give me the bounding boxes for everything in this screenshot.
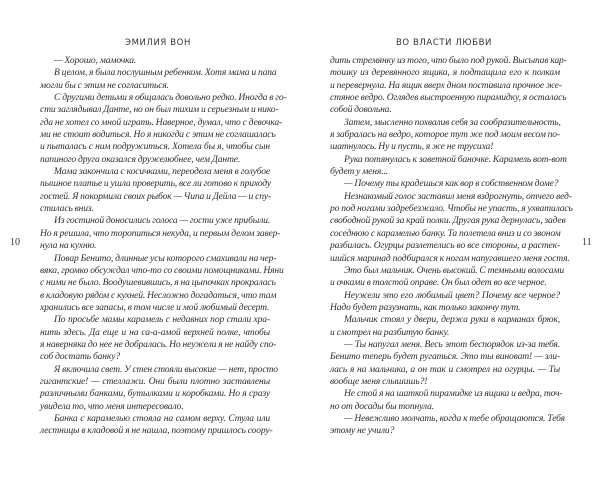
paragraph [330,153,567,179]
text-line: шатнулось. Ну и пусть, я же не трусиха! [330,141,494,153]
text-line: тошку из деревянного ящика, я подтащила его к полкам [330,67,560,79]
paragraph [330,178,560,190]
paragraph [40,92,287,166]
text-line: сти заглядывал Данте, но он был тихим и серьезным и нико- [40,104,279,116]
text-line: и смотрел на разбитую банку. [330,326,450,338]
right-page-number: 11 [582,237,592,248]
text-line: Повар Бенито, длинные усы которого смахивали на чер- [54,252,277,264]
text-line: Это был мальчик. Очень высокий. С темными волосами [344,264,564,276]
text-line: в кладовую рядом с кухней. Несложно догадаться, что там [40,289,277,301]
text-line: собой довольна. [330,104,392,116]
text-line: Незнакомый голос заставил меня вздрогнуть, отчего вед- [344,190,572,202]
text-line: могли бы с этим не согласиться. [40,79,169,91]
text-line: я наверняка до нее не добралась. Но неужели я не найду спо- [40,338,277,350]
paragraph [330,314,560,339]
text-line: разбилась. Огурцы разлетелись во все стороны, а растек- [330,240,560,252]
text-line: Банка с карамелью стояла на самом верху. Стула или [54,412,270,424]
text-line: С другими детьми я общалась довольно редко. Иногда в го- [54,92,287,104]
text-line: соб достать банку? [40,351,120,363]
paragraph [330,55,567,117]
paragraph [40,215,281,252]
text-line: Бенито теперь будет ругаться. Это ты виноват! — зли- [330,351,560,363]
text-line: папиного друга оказался дружелюбнее, чем Данте. [40,153,241,165]
paragraph [330,290,560,315]
paragraph [40,412,273,438]
text-line: Затем, мысленно похвалив себя за сообразительность, [344,116,561,128]
text-line: — Почему ты крадешься как вор в собственном доме? [344,178,559,190]
text-line: нить здесь. Да еще и на са-а-амой верхней полке, чтобы [40,326,270,338]
right-page-body [330,55,573,438]
text-line: и очками в толстой оправе. Он был одет во все черное. [330,277,547,289]
text-line: гда не хотел со мной играть. Наверное, думал, что с девочка- [40,116,283,128]
text-line: пышное платье и ушла проверить, все ли готово к приходу [40,178,271,190]
text-line: хранились все запасы, в том числе и мой любимый десерт. [40,301,270,313]
text-line: Я включила свет. У стен стояли высокие — нет, просто [54,363,278,375]
paragraph [40,314,277,363]
text-line: стилась вниз. [40,203,94,215]
text-line: стяное ведро. Оглядев выстроенную пирамидку, я осталась [330,92,567,104]
text-line: Из гостиной доносились голоса — гости уже прибыли. [54,215,271,227]
text-line: и пыталась с ним подружиться. Хотела бы я, чтобы сын [40,141,270,153]
text-line: с ними не было. Воодушевившись, я на цыпочках прокралась [40,277,276,289]
text-line: гостей. Я покормила своих рыбок — Чипа и Дейла — и спу- [40,190,272,202]
text-line: различными банками, бутылками и коробками. Но я сразу [40,388,270,400]
text-line: Неужели это его любимый цвет? Почему все черное? [344,289,560,301]
text-line: — Ты напугал меня. Весь этот беспорядок из-за тебя. [344,338,560,350]
paragraph [40,252,284,315]
text-line: шийся маринад подбирался к ногам напугавшего меня гостя. [330,252,570,264]
paragraph [40,67,277,92]
left-page-number: 10 [10,237,20,248]
text-line: но от досады бы топнула. [330,400,434,412]
paragraph [40,166,270,215]
text-line: лась я на мальчика, а он так и смотрел на огурцы. — Ты [330,363,560,375]
right-running-header: ВО ВЛАСТИ ЛЮБВИ [395,38,493,48]
text-line: Мальчик стоял у двери, держа руки в карманах брюк, [344,314,560,326]
text-line: вяка, громко обсуждал что-то со своими помощниками. Няни [40,264,284,276]
text-line: В целом, я была послушным ребенком. Хотя мама и папа [54,67,277,79]
text-line: вообще меня слышишь?! [330,375,428,387]
text-line: будет у меня... [330,166,388,178]
text-line: соседнюю с карамелью банку. Та полетела вниз и со звоном [330,227,561,239]
text-line: свободной рукой за край полки. Другая рука дернулась, задев [330,215,566,227]
text-line: дить стремянку из того, что было под рукой. Высыпав кар- [330,55,567,66]
text-line: ро под ногами задребезжало. Чтобы не упасть, я ухватилась [330,203,573,215]
paragraph [330,264,564,290]
text-line: Мама закончила с косичками, переодела меня в голубое [54,166,270,178]
text-line: нула на кухню. [40,240,97,252]
text-line: — Хорошо, мамочка. [54,55,137,66]
text-line: По просьбе мамы карамель с недавних пор стали хра- [54,314,270,326]
text-line: увидела то, что меня интересовало. [40,400,184,412]
paragraph [330,190,573,265]
left-page-body [40,55,287,438]
paragraph [40,363,278,413]
text-line: Надо будет разузнать, как только закончу тут. [330,301,521,313]
text-line: Не стой я на шаткой пирамидке из ящика и ведра, точ- [344,388,563,400]
paragraph [330,339,560,388]
left-running-header: ЭМИЛИЯ ВОН [125,38,191,48]
paragraph [330,412,565,438]
text-line: — Невежливо молчать, когда к тебе обращаются. Тебя [344,412,565,424]
text-line: ми не стоит водиться. Но я никогда с этим не соглашалась [40,129,276,141]
text-line: гигантские! — стеллажи. Они были плотно заставлены [40,375,270,387]
text-line: этому не учили? [330,425,395,437]
text-line: Рука потянулась к заветной баночке. Карамель вот-вот [344,153,567,165]
text-line: я забралась на ведро, которое тут же под моим весом по- [330,129,560,141]
text-line: Но я решила, что торопиться некуда, и первым делом завер- [40,227,281,239]
paragraph [40,55,270,67]
paragraph [330,388,563,413]
text-line: лестницы в кладовой я не нашла, поэтому пришлось соору- [40,425,273,437]
text-line: и перевернула. На ящик вверх дном поставила прочное же- [330,79,562,91]
paragraph [330,117,560,154]
